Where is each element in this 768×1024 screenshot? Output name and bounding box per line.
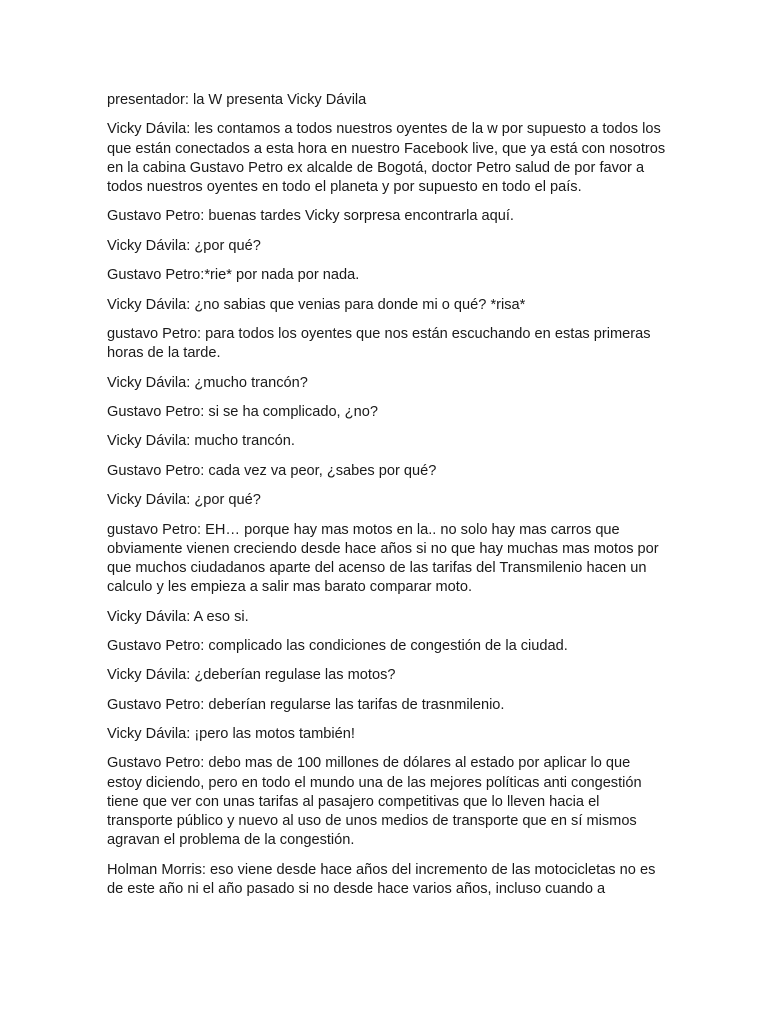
paragraph-petro-laugh: Gustavo Petro:*rie* por nada por nada. [107, 267, 360, 284]
paragraph-petro-congestion: Gustavo Petro: complicado las condiciones de congestión de la ciudad. [107, 637, 568, 654]
paragraph-petro-greeting: Gustavo Petro: buenas tardes Vicky sorpresa encontrarla aquí. [107, 208, 514, 225]
paragraph-vicky-question: Vicky Dávila: ¿por qué? [107, 492, 261, 509]
document-page [107, 91, 667, 909]
paragraph-vicky-motorcycles: Vicky Dávila: ¡pero las motos también! [107, 726, 355, 743]
paragraph-vicky-welcome: Vicky Dávila: les contamos a todos nuestros oyentes de la w por supuesto a todos los que están conectados a esta hora en nuestro Facebook live, que ya está con nosotros en la cabina Gustavo Petro ex alcalde de Bogotá, doctor Petro salud de por favor a todos nuestros oyentes en todo el planeta y por supuesto en todo el país. [107, 121, 666, 195]
paragraph-presenter-intro: presentador: la W presenta Vicky Dávila [107, 92, 367, 108]
paragraph-petro-fares: Gustavo Petro: deberían regularse las tarifas de trasnmilenio. [107, 696, 505, 713]
paragraph-petro-complicated: Gustavo Petro: si se ha complicado, ¿no? [107, 403, 378, 420]
paragraph-petro-worse: Gustavo Petro: cada vez va peor, ¿sabes por qué? [107, 462, 437, 479]
paragraph-petro-policy: Gustavo Petro: debo mas de 100 millones de dólares al estado por aplicar lo que estoy diciendo, pero en todo el mundo una de las mejores políticas anti congestión tiene que ver con unas tarifas al pasajero competitivas que lo lleven hacia el transporte público y nuevo al uso de unos medios de transporte que en sí mismos agravan el problema de la congestión. [107, 755, 642, 849]
paragraph-vicky-question: Vicky Dávila: ¿no sabias que venias para donde mi o qué? *risa* [107, 296, 526, 313]
paragraph-vicky-agree: Vicky Dávila: A eso si. [107, 608, 249, 625]
paragraph-vicky-question: Vicky Dávila: ¿por qué? [107, 237, 261, 254]
paragraph-holman-morris: Holman Morris: eso viene desde hace años del incremento de las motocicletas no es de este año ni el año pasado si no desde hace varios años, incluso cuando a [107, 861, 656, 897]
paragraph-vicky-regulate: Vicky Dávila: ¿deberían regulase las motos? [107, 667, 396, 684]
paragraph-petro-listeners: gustavo Petro: para todos los oyentes que nos están escuchando en estas primeras horas de la tarde. [107, 325, 651, 362]
paragraph-vicky-traffic: Vicky Dávila: ¿mucho trancón? [107, 374, 308, 391]
paragraph-vicky-traffic: Vicky Dávila: mucho trancón. [107, 433, 295, 450]
paragraph-petro-motorcycles: gustavo Petro: EH… porque hay mas motos en la.. no solo hay mas carros que obviamente vienen creciendo desde hace años si no que hay muchas mas motos por que muchos ciudadanos aparte del acenso de las tarifas del Transmilenio hacen un calculo y les empieza a salir mas barato comparar moto. [107, 521, 659, 596]
